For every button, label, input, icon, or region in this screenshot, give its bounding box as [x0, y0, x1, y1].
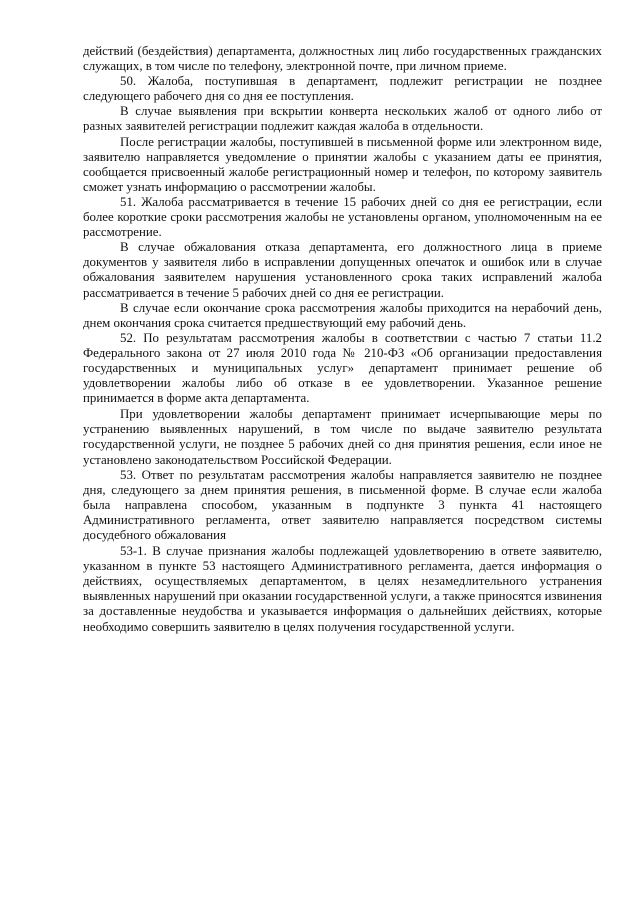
paragraph-51: 51. Жалоба рассматривается в течение 15 рабочих дней со дня ее регистрации, если более короткие сроки рассмотрения жалобы не установлены органом, уполномоченным на ее рассмотрение.	[83, 194, 602, 240]
paragraph-53-1: 53-1. В случае признания жалобы подлежащей удовлетворению в ответе заявителю, указанном в пункте 53 настоящего Административного регламента, дается информация о действиях, осуществляемых департаментом, в целях незамедлительного устранения выявленных нарушений при оказании государственной услуги, а также приносятся извинения за доставленные неудобства и указывается информация о дальнейших действиях, которые необходимо совершить заявителю в целях получения государственной услуги.	[83, 544, 602, 634]
paragraph-50: 50. Жалоба, поступившая в департамент, подлежит регистрации не позднее следующего рабочего дня со дня ее поступления.	[83, 74, 602, 104]
paragraph-52: 52. По результатам рассмотрения жалобы в соответствии с частью 7 статьи 11.2 Федерального закона от 27 июля 2010 года № 210-ФЗ «Об организации предоставления государственных и муниципальных услуг» департамент принимает решение об удовлетворении жалобы либо об отказе в ее удовлетворении. Указанное решение принимается в форме акта департамента.	[83, 330, 602, 406]
paragraph-refusal-appeal: В случае обжалования отказа департамента, его должностного лица в приеме документов у заявителя либо в исправлении допущенных опечаток и ошибок или в случае обжалования заявителем нарушения установленного срока таких исправлений жалоба рассматривается в течение 5 рабочих дней со дня ее регистрации.	[83, 240, 602, 300]
paragraph-multiple-complaints: В случае выявления при вскрытии конверта нескольких жалоб от одного либо от разных заявителей регистрации подлежит каждая жалоба в отдельности.	[83, 104, 602, 134]
paragraph-non-working-day: В случае если окончание срока рассмотрения жалобы приходится на нерабочий день, днем окончания срока считается предшествующий ему рабочий день.	[83, 300, 602, 330]
paragraph-53: 53. Ответ по результатам рассмотрения жалобы направляется заявителю не позднее дня, следующего за днем принятия решения, в письменной форме. В случае если жалоба была направлена способом, указанным в подпункте 3 пункта 41 настоящего Административного регламента, ответ заявителю направляется посредством системы досудебного обжалования	[83, 467, 602, 542]
paragraph-registration-notice: После регистрации жалобы, поступившей в письменной форме или электронном виде, заявителю направляется уведомление о принятии жалобы с указанием даты ее принятия, сообщается присвоенный жалобе регистрационный номер и телефон, по которому заявитель сможет узнать информацию о рассмотрении жалобы.	[83, 134, 602, 194]
paragraph-continuation: действий (бездействия) департамента, должностных лиц либо государственных гражданских служащих, в том числе по телефону, электронной почте, при личном приеме.	[83, 44, 602, 74]
paragraph-satisfaction-measures: При удовлетворении жалобы департамент принимает исчерпывающие меры по устранению выявленных нарушений, в том числе по выдаче заявителю результата государственной услуги, не позднее 5 рабочих дней со дня принятия решения, если иное не установлено законодательством Российской Федерации.	[83, 407, 602, 467]
